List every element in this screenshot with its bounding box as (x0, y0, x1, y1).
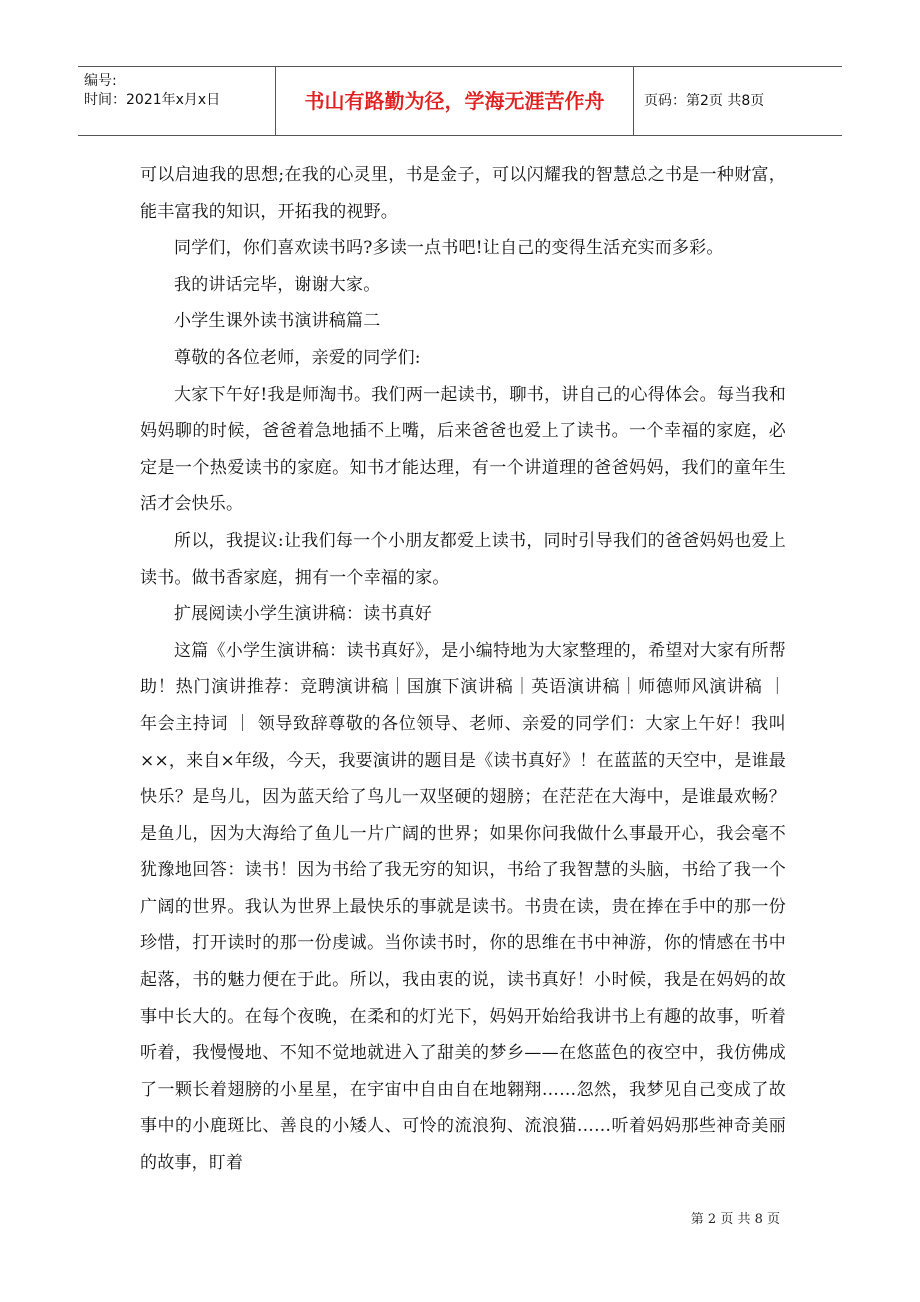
document-body (140, 157, 786, 1182)
paragraph: 所以，我提议:让我们每一个小朋友都爱上读书，同时引导我们的爸爸妈妈也爱上读书。做书香家庭，拥有一个幸福的家。 (140, 530, 786, 588)
header-page-info: 页码：第2页 共8页 (644, 93, 765, 109)
time-label: 时间：2021年x月x日 (84, 92, 221, 108)
page-header (78, 66, 842, 136)
page-footer: 第 2 页 共 8 页 (690, 1212, 780, 1227)
code-label: 编号: (84, 73, 117, 89)
paragraph: 同学们，你们喜欢读书吗?多读一点书吧!让自己的变得生活充实而多彩。 (174, 238, 724, 259)
paragraph: 尊敬的各位老师，亲爱的同学们: (174, 347, 421, 368)
header-meta (78, 67, 276, 135)
paragraph: 大家下午好!我是师淘书。我们两一起读书，聊书，讲自己的心得体会。每当我和妈妈聊的时候，爸爸着急地插不上嘴，后来爸爸也爱上了读书。一个幸福的家庭，必定是一个热爱读书的家庭。知书才能达理，有一个讲道理的爸爸妈妈，我们的童年生活才会快乐。 (140, 384, 786, 515)
paragraph: 我的讲话完毕，谢谢大家。 (174, 274, 381, 295)
header-motto: 书山有路勤为径，学海无涯苦作舟 (276, 67, 634, 135)
paragraph: 这篇《小学生演讲稿：读书真好》，是小编特地为大家整理的，希望对大家有所帮助！热门演讲推荐：竞聘演讲稿｜国旗下演讲稿｜英语演讲稿｜师德师风演讲稿 ｜ 年会主持词 ｜ 领导致辞尊敬的各位领导、老师、亲爱的同学们：大家上午好！我叫××，来自×年级，今天，我要演讲的题目是《读书真好》！在蓝蓝的天空中，是谁最快乐？是鸟儿，因为蓝天给了鸟儿一双坚硬的翅膀；在茫茫在大海中，是谁最欢畅？是鱼儿，因为大海给了鱼儿一片广阔的世界；如果你问我做什么事最开心，我会毫不犹豫地回答：读书！因为书给了我无穷的知识，书给了我智慧的头脑，书给了我一个广阔的世界。我认为世界上最快乐的事就是读书。书贵在读，贵在捧在手中的那一份珍惜，打开读时的那一份虔诚。当你读书时，你的思维在书中神游，你的情感在书中起落，书的魅力便在于此。所以，我由衷的说，读书真好！小时候，我是在妈妈的故事中长大的。在每个夜晚，在柔和的灯光下，妈妈开始给我讲书上有趣的故事，听着听着，我慢慢地、不知不觉地就进入了甜美的梦乡——在悠蓝色的夜空中，我仿佛成了一颗长着翅膀的小星星，在宇宙中自由自在地翱翔……忽然，我梦见自己变成了故事中的小鹿斑比、善良的小矮人、可怜的流浪狗、流浪猫……听着妈妈那些神奇美丽的故事，盯着 (140, 640, 786, 1174)
section-title: 扩展阅读小学生演讲稿：读书真好 (174, 604, 432, 625)
section-title: 小学生课外读书演讲稿篇二 (174, 311, 381, 332)
paragraph: 可以启迪我的思想;在我的心灵里，书是金子，可以闪耀我的智慧总之书是一种财富，能丰富我的知识，开拓我的视野。 (140, 165, 786, 222)
